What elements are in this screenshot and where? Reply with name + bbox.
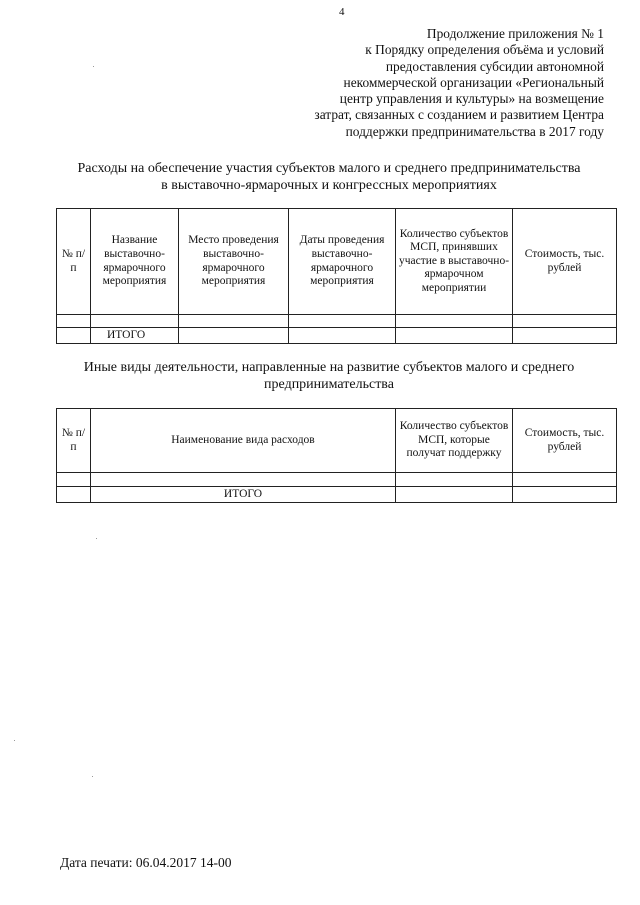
print-date: Дата печати: 06.04.2017 14-00 xyxy=(60,855,232,870)
section1-title xyxy=(36,160,622,194)
header-line: некоммерческой организации «Региональный xyxy=(343,74,604,90)
page-number: 4 xyxy=(339,6,345,18)
section2-title-line: предпринимательства xyxy=(264,377,394,392)
other-activities-table xyxy=(56,408,617,503)
header-line: затрат, связанных с созданием и развитием Центра xyxy=(314,107,604,123)
header-line: поддержки предпринимательства в 2017 году xyxy=(345,123,604,139)
header-line: центр управления и культуры» на возмещение xyxy=(339,91,604,107)
column-header-sme-count: Количество субъектов МСП, которые получат поддержку xyxy=(396,409,513,473)
header-line: Продолжение приложения № 1 xyxy=(426,26,604,41)
scan-speck xyxy=(92,776,93,777)
table-row xyxy=(57,473,617,487)
table-row xyxy=(57,315,617,328)
total-row xyxy=(57,487,617,503)
scan-speck xyxy=(14,740,15,741)
header-line: предоставления субсидии автономной xyxy=(385,58,604,74)
table-header-row xyxy=(57,209,617,315)
total-label: ИТОГО xyxy=(91,328,179,344)
column-header-cost: Стоимость, тыс. рублей xyxy=(513,209,617,315)
section1-title-line: в выставочно-ярмарочных и конгрессных мероприятиях xyxy=(161,178,497,193)
scan-speck xyxy=(93,66,94,67)
column-header-sme-count: Количество субъектов МСП, принявших участие в выставочно-ярмарочном мероприятии xyxy=(396,209,513,315)
section1-title-line: Расходы на обеспечение участия субъектов малого и среднего предпринимательства xyxy=(77,161,581,176)
scan-speck xyxy=(96,538,97,539)
column-header-venue: Место проведения выставочно-ярмарочного мероприятия xyxy=(179,209,289,315)
column-header-number: № п/п xyxy=(57,209,91,315)
total-label: ИТОГО xyxy=(91,487,396,503)
exhibition-expenses-table xyxy=(56,208,617,344)
column-header-dates: Даты проведения выставочно-ярмарочного мероприятия xyxy=(289,209,396,315)
column-header-expense-type: Наименование вида расходов xyxy=(91,409,396,473)
section2-title xyxy=(36,359,622,393)
section2-title-line: Иные виды деятельности, направленные на развитие субъектов малого и среднего xyxy=(83,360,575,375)
appendix-header xyxy=(274,26,604,140)
header-line: к Порядку определения объёма и условий xyxy=(365,42,604,58)
column-header-cost: Стоимость, тыс. рублей xyxy=(513,409,617,473)
total-row xyxy=(57,328,617,344)
column-header-number: № п/п xyxy=(57,409,91,473)
table-header-row xyxy=(57,409,617,473)
column-header-event-name: Название выставочно-ярмарочного мероприятия xyxy=(91,209,179,315)
